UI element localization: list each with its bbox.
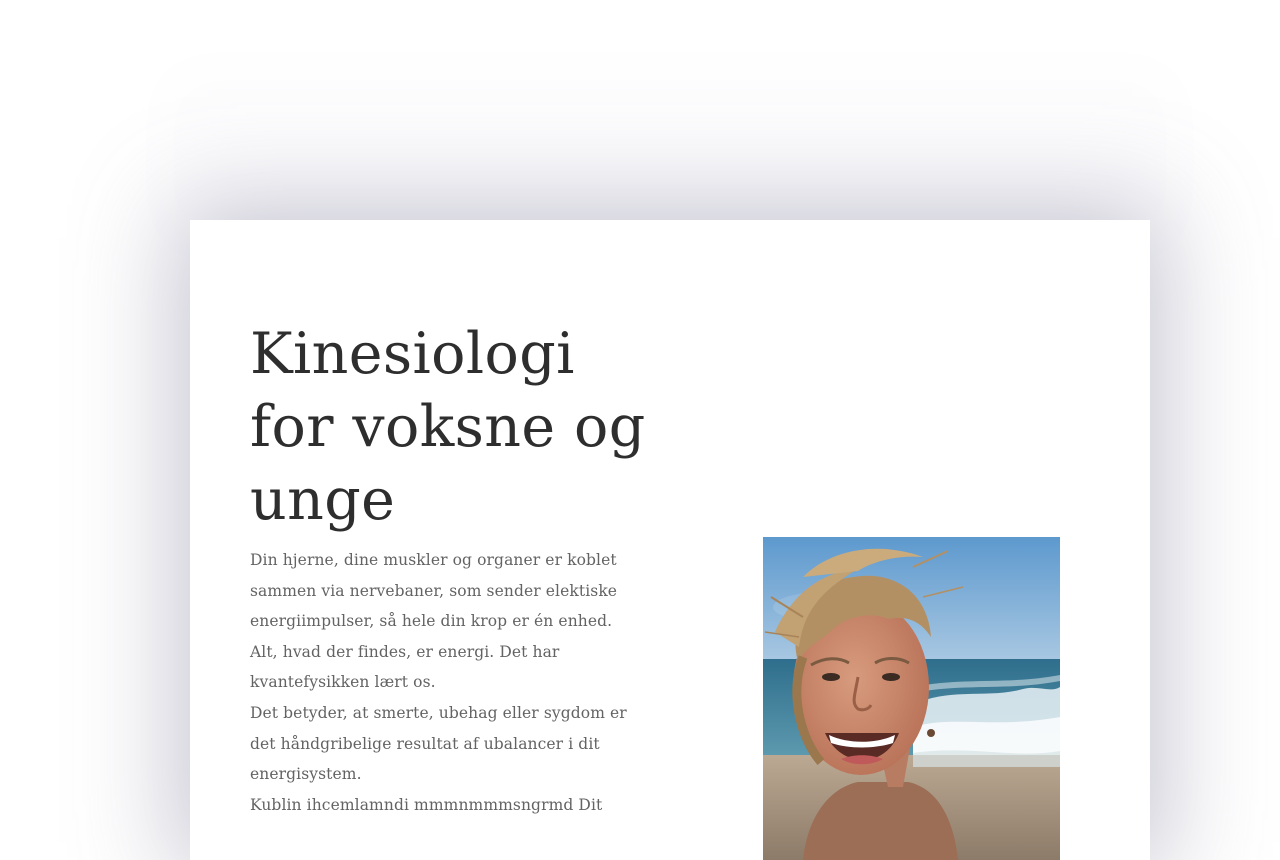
header-area: [190, 96, 1150, 220]
intro-line: Din hjerne, dine muskler og organer er koblet: [250, 551, 617, 569]
title-line: Kinesiologi: [250, 321, 575, 387]
intro-line: energisystem.: [250, 765, 362, 784]
title-line: unge: [250, 467, 396, 533]
content-card: [190, 220, 1150, 860]
intro-line: det håndgribelige resultat af ubalancer i dit: [250, 734, 600, 753]
intro-line: Alt, hvad der findes, er energi. Det har: [250, 642, 560, 661]
intro-line: kvantefysikken lært os.: [250, 673, 436, 692]
portrait-photo: [763, 537, 1060, 860]
intro-line: Det betyder, at smerte, ubehag eller sygdom er: [250, 703, 627, 722]
intro-line: sammen via nervebaner, som sender elektiske: [250, 581, 618, 600]
title-line: for voksne og: [250, 394, 646, 460]
intro-text: [250, 545, 640, 820]
intro-line: energiimpulser, så hele din krop er én enhed.: [250, 612, 613, 631]
intro-line: Kublin ihcemlamndi mmmnmmmsngrmd Dit: [250, 795, 603, 814]
page-title: [250, 318, 670, 537]
